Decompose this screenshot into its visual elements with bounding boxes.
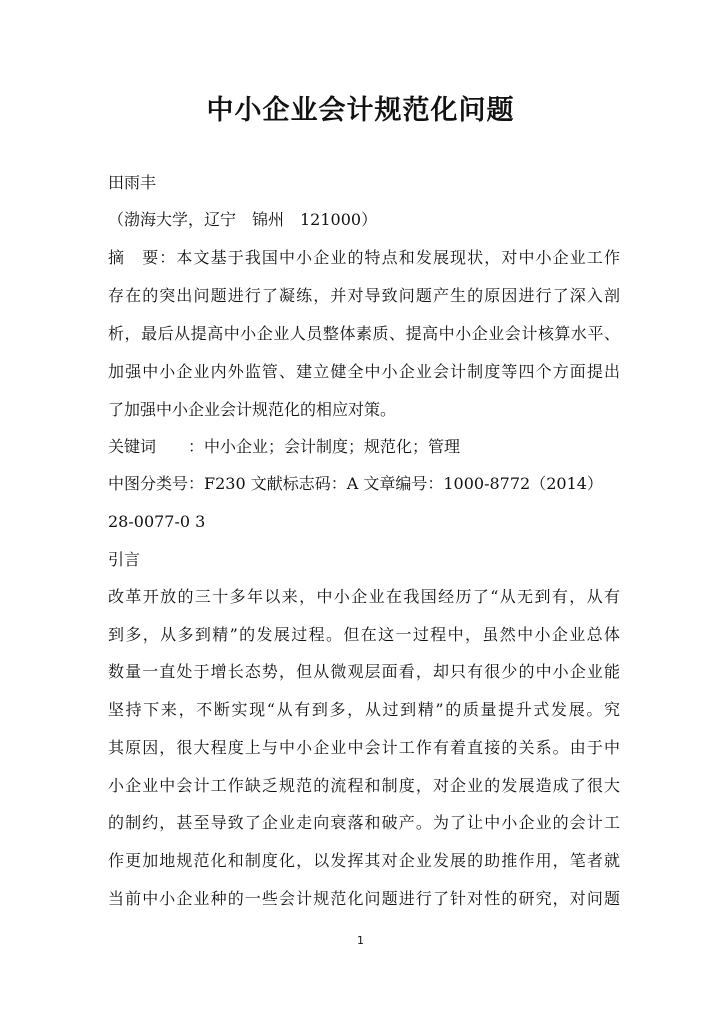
keywords-line: 关键词 ：中小企业；会计制度；规范化；管理 <box>108 437 461 456</box>
abstract-line: 摘 要：本文基于我国中小企业的特点和发展现状，对中小企业工作 <box>108 248 620 267</box>
abstract-line: 析，最后从提高中小企业人员整体素质、提高中小企业会计核算水平、 <box>108 324 620 343</box>
body-line: 小企业中会计工作缺乏规范的流程和制度，对企业的发展造成了很大 <box>108 776 620 795</box>
section-heading-introduction: 引言 <box>108 550 141 569</box>
body-line: 改革开放的三十多年以来，中小企业在我国经历了“从无到有，从有 <box>108 587 620 606</box>
body-line: 当前中小企业种的一些会计规范化问题进行了针对性的研究，对问题 <box>108 889 620 908</box>
body-line: 其原因，很大程度上与中小企业中会计工作有着直接的关系。由于中 <box>108 738 620 757</box>
classification-line-continued: 28-0077-0 3 <box>108 512 206 531</box>
page-number: 1 <box>357 934 364 947</box>
classification-line: 中图分类号：F230 文献标志码：A 文章编号：1000-8772（2014） <box>108 474 603 493</box>
body-line: 的制约，甚至导致了企业走向衰落和破产。为了让中小企业的会计工 <box>108 813 620 832</box>
body-line: 坚持下来，不断实现“从有到多，从过到精”的质量提升式发展。究 <box>108 700 620 719</box>
body-line: 作更加地规范化和制度化，以发挥其对企业发展的助推作用，笔者就 <box>108 851 620 870</box>
author-affiliation: （渤海大学，辽宁 锦州 121000） <box>108 210 378 229</box>
body-line: 数量一直处于增长态势，但从微观层面看，却只有很少的中小企业能 <box>108 662 620 681</box>
abstract-line: 存在的突出问题进行了凝练，并对导致问题产生的原因进行了深入剖 <box>108 286 620 305</box>
abstract-line: 加强中小企业内外监管、建立健全中小企业会计制度等四个方面提出 <box>108 362 620 381</box>
document-title: 中小企业会计规范化问题 <box>206 95 515 126</box>
body-line: 到多，从多到精”的发展过程。但在这一过程中，虽然中小企业总体 <box>108 625 620 644</box>
author-name: 田雨丰 <box>108 173 157 192</box>
abstract-line: 了加强中小企业会计规范化的相应对策。 <box>108 400 397 419</box>
